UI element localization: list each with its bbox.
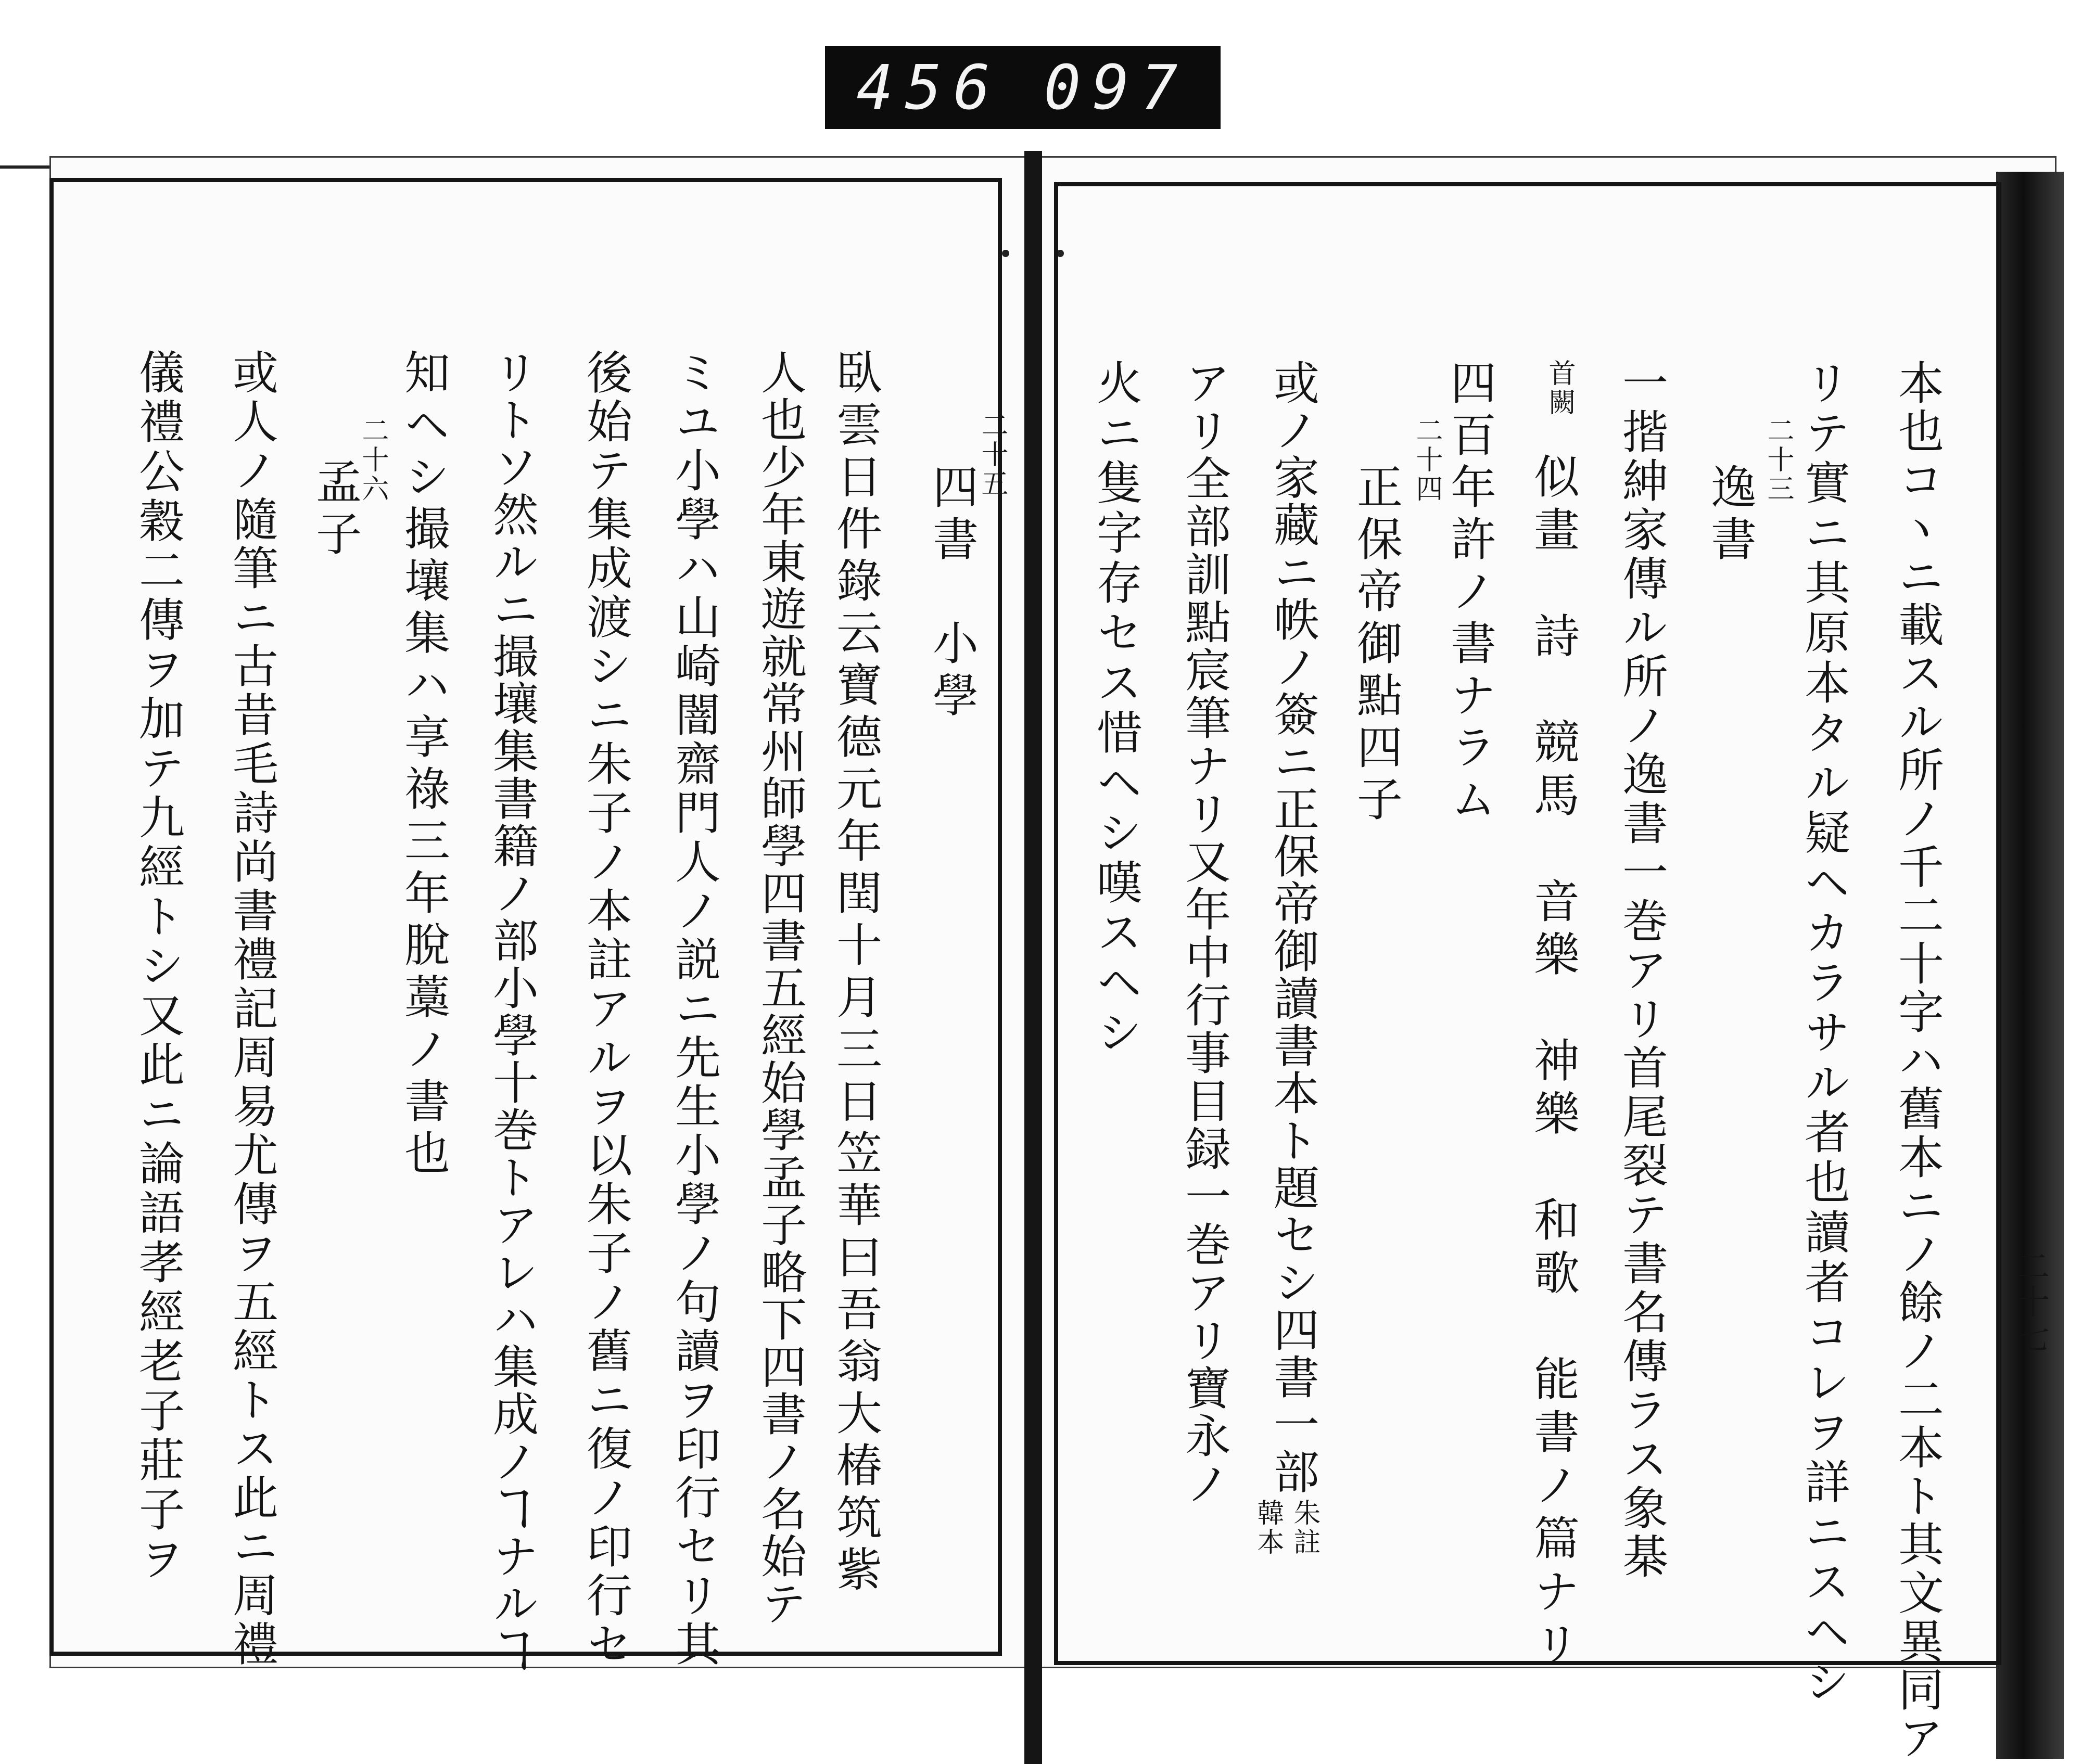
book-edge	[1996, 172, 2064, 1759]
text-column: 四百年許ノ書ナラム	[1443, 359, 1497, 827]
text-column: 儀禮公穀二傳ヲ加テ九經トシ又此ニ論語孝經老子莊子ヲ	[132, 349, 185, 1584]
text-column: 人也少年東遊就常州師學四書五經始學孟子略下四書ノ名始テ	[754, 349, 807, 1627]
margin-note: 韓本	[1252, 1499, 1284, 1557]
text-column: 或ノ家藏ニ帙ノ簽ニ正保帝御讀書本ト題セシ四書一部	[1266, 359, 1320, 1495]
binding-mark	[1002, 250, 1009, 257]
book-spine	[1024, 151, 1042, 1764]
page-number: 二十七	[2011, 1249, 2049, 1355]
text-column: 四書 小學	[925, 463, 979, 723]
text-column: 本也コヽニ載スル所ノ千二十字ハ舊本ニノ餘ノ二本ト其文異同ア	[1891, 359, 1945, 1762]
reel-number-right: 097	[1044, 52, 1189, 123]
text-column: 後始テ集成渡シニ朱子ノ本註アルヲ以朱子ノ舊ニ復ノ印行セ	[579, 349, 633, 1669]
margin-note: 首闕	[1544, 359, 1575, 417]
text-column: リトソ然ルニ撮壤集書籍ノ部小學十巻トアレハ集成ノヿナルヿ	[486, 349, 539, 1674]
text-column: 臥雲日件錄云寶德元年閏十月三日笠華曰吾翁大椿筑紫	[829, 349, 883, 1597]
reel-number-label	[825, 46, 1221, 129]
text-column: 火ニ隻字存セス惜ヘシ嘆スヘシ	[1089, 359, 1143, 1058]
text-column: 孟子	[309, 458, 362, 562]
margin-note: 朱註	[1289, 1499, 1320, 1557]
entry-number: 二十五	[976, 411, 1008, 498]
entry-number: 二十四	[1411, 416, 1442, 504]
text-column: ミユ小學ハ山崎闇齋門人ノ説ニ先生小學ノ句讀ヲ印行セリ其	[668, 349, 721, 1669]
text-column: 或人ノ隨筆ニ古昔毛詩尚書禮記周易尤傳ヲ五經トス此ニ周禮	[225, 349, 279, 1669]
text-column: リテ實ニ其原本タル疑ヘカラサル者也讀者コレヲ詳ニスヘシ	[1797, 359, 1851, 1708]
text-column: 逸書	[1704, 463, 1757, 567]
text-column: 似畫 詩 競馬 音樂 神樂 和歌 能書ノ篇ナリ	[1527, 453, 1580, 1673]
text-column: 正保帝御點四子	[1350, 463, 1403, 827]
text-column: アリ全部訓點宸筆ナリ又年中行事目録一巻アリ寶永ノ	[1178, 359, 1232, 1508]
entry-number: 二十三	[1762, 416, 1794, 504]
text-column: 知ヘシ撮壤集ハ享祿三年脫藁ノ書也	[397, 349, 451, 1181]
entry-number: 二十六	[357, 416, 388, 504]
text-column: 一揩紳家傳ル所ノ逸書一巻アリ首尾裂テ書名傳ラス象棊	[1615, 359, 1669, 1582]
reel-number-left: 456	[856, 52, 1002, 123]
